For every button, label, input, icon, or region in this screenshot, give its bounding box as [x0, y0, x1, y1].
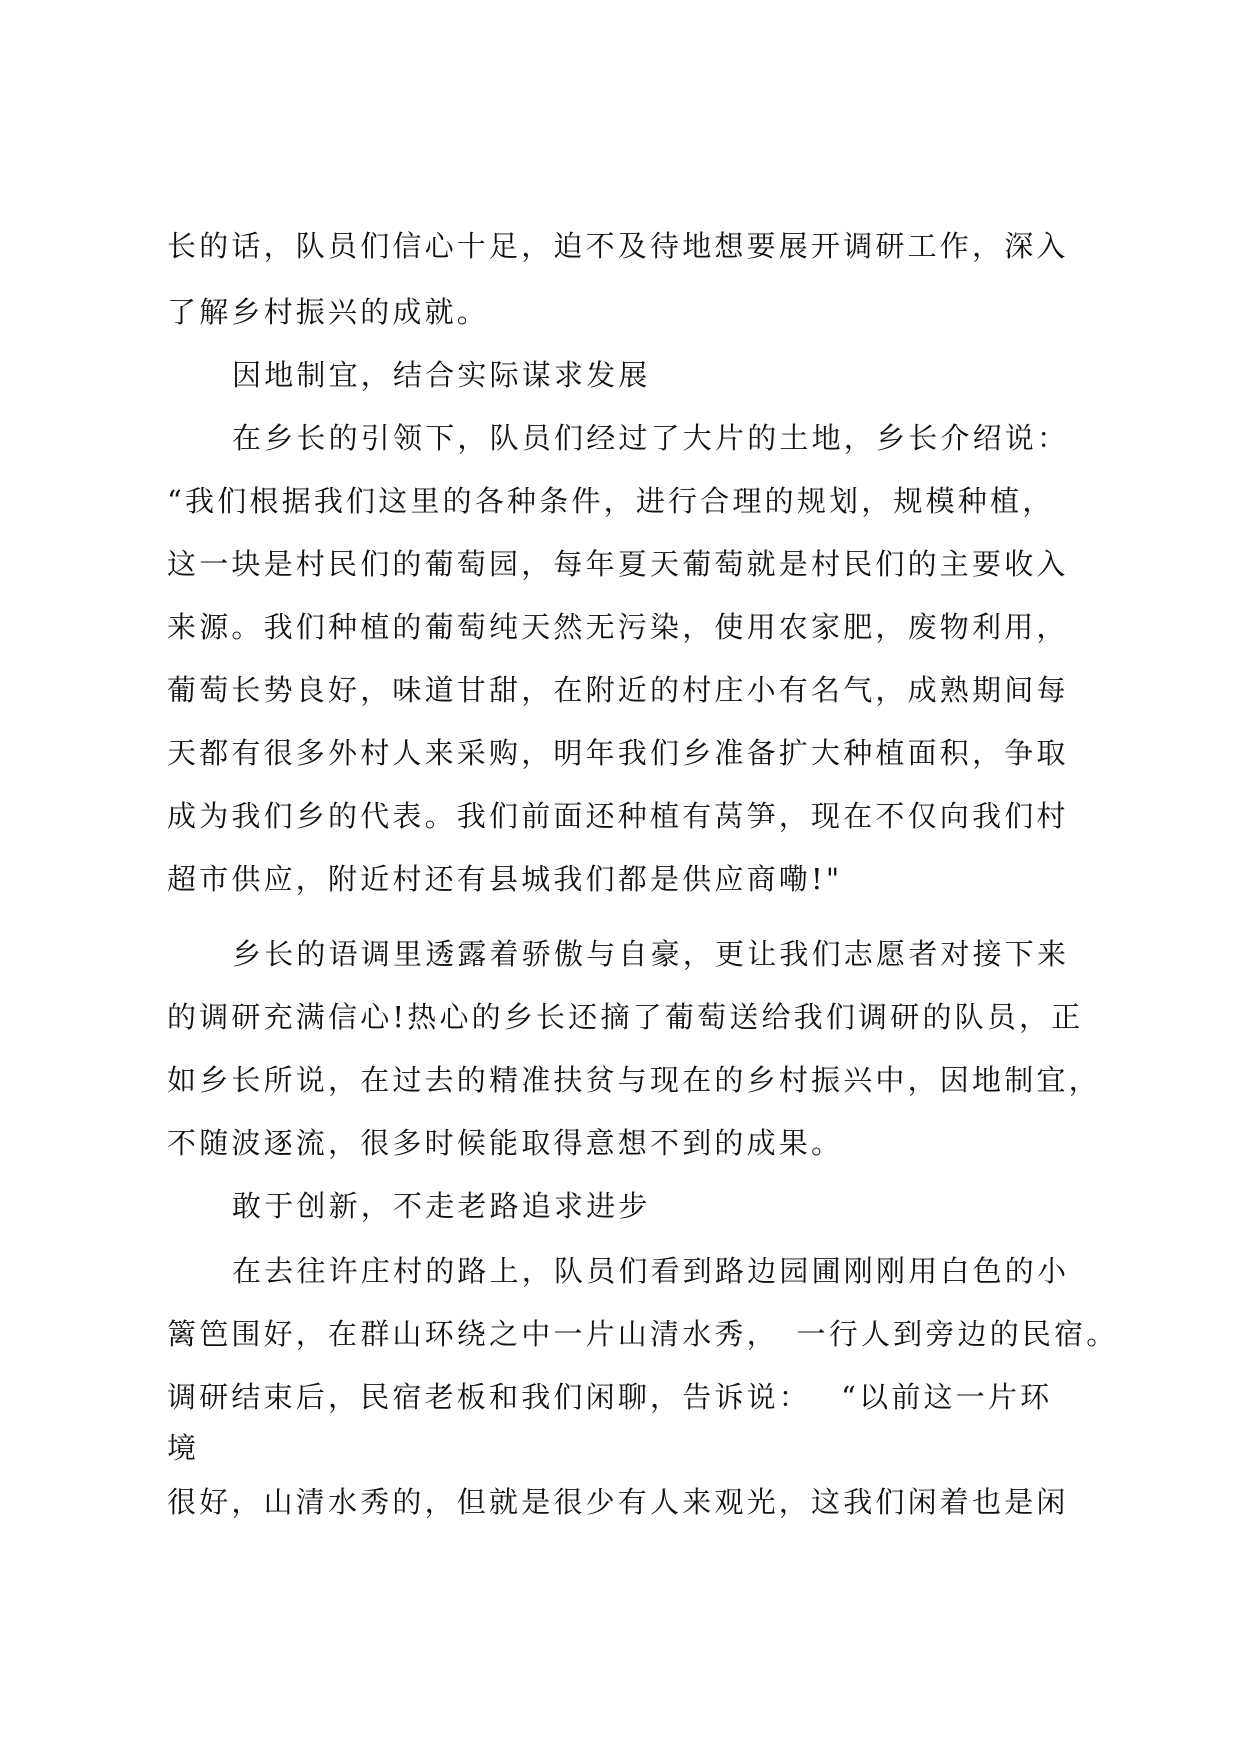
text-line: 在乡长的引领下，队员们经过了大片的土地，乡长介绍说：: [232, 421, 1070, 455]
text-line: “我们根据我们这里的各种条件，进行合理的规划，规模种植，: [167, 484, 1055, 518]
section-heading: 敢于创新，不走老路追求进步: [232, 1189, 651, 1223]
text-line: 在去往许庄村的路上，队员们看到路边园圃刚刚用白色的小: [232, 1254, 1070, 1288]
text-line: 境: [167, 1431, 200, 1465]
text-line: 篱笆围好，在群山环绕之中一片山清水秀， 一行人到旁边的民宿。: [167, 1317, 1119, 1351]
text-line: 来源。我们种植的葡萄纯天然无污染，使用农家肥，废物利用，: [167, 610, 1069, 644]
text-line: 调研结束后，民宿老板和我们闲聊，告诉说： “以前这一片环: [167, 1380, 1053, 1414]
text-line: 这一块是村民们的葡萄园，每年夏天葡萄就是村民们的主要收入: [167, 547, 1069, 581]
text-line: 超市供应，附近村还有县城我们都是供应商嘞!": [167, 862, 843, 896]
text-line: 了解乡村振兴的成就。: [167, 295, 490, 329]
text-line: 成为我们乡的代表。我们前面还种植有莴笋，现在不仅向我们村: [167, 799, 1069, 833]
text-line: 很好，山清水秀的，但就是很少有人来观光，这我们闲着也是闲: [167, 1485, 1069, 1519]
text-line: 不随波逐流，很多时候能取得意想不到的成果。: [167, 1126, 844, 1160]
section-heading: 因地制宜，结合实际谋求发展: [232, 358, 651, 392]
text-line: 葡萄长势良好，味道甘甜，在附近的村庄小有名气，成熟期间每: [167, 673, 1069, 707]
text-line: 天都有很多外村人来采购，明年我们乡准备扩大种植面积，争取: [167, 736, 1069, 770]
text-line: 的调研充满信心!热心的乡长还摘了葡萄送给我们调研的队员，正: [167, 1000, 1084, 1034]
text-line: 如乡长所说，在过去的精准扶贫与现在的乡村振兴中，因地制宜，: [167, 1063, 1101, 1097]
text-line: 乡长的语调里透露着骄傲与自豪，更让我们志愿者对接下来: [232, 937, 1070, 971]
text-line: 长的话，队员们信心十足，迫不及待地想要展开调研工作，深入: [167, 229, 1069, 263]
